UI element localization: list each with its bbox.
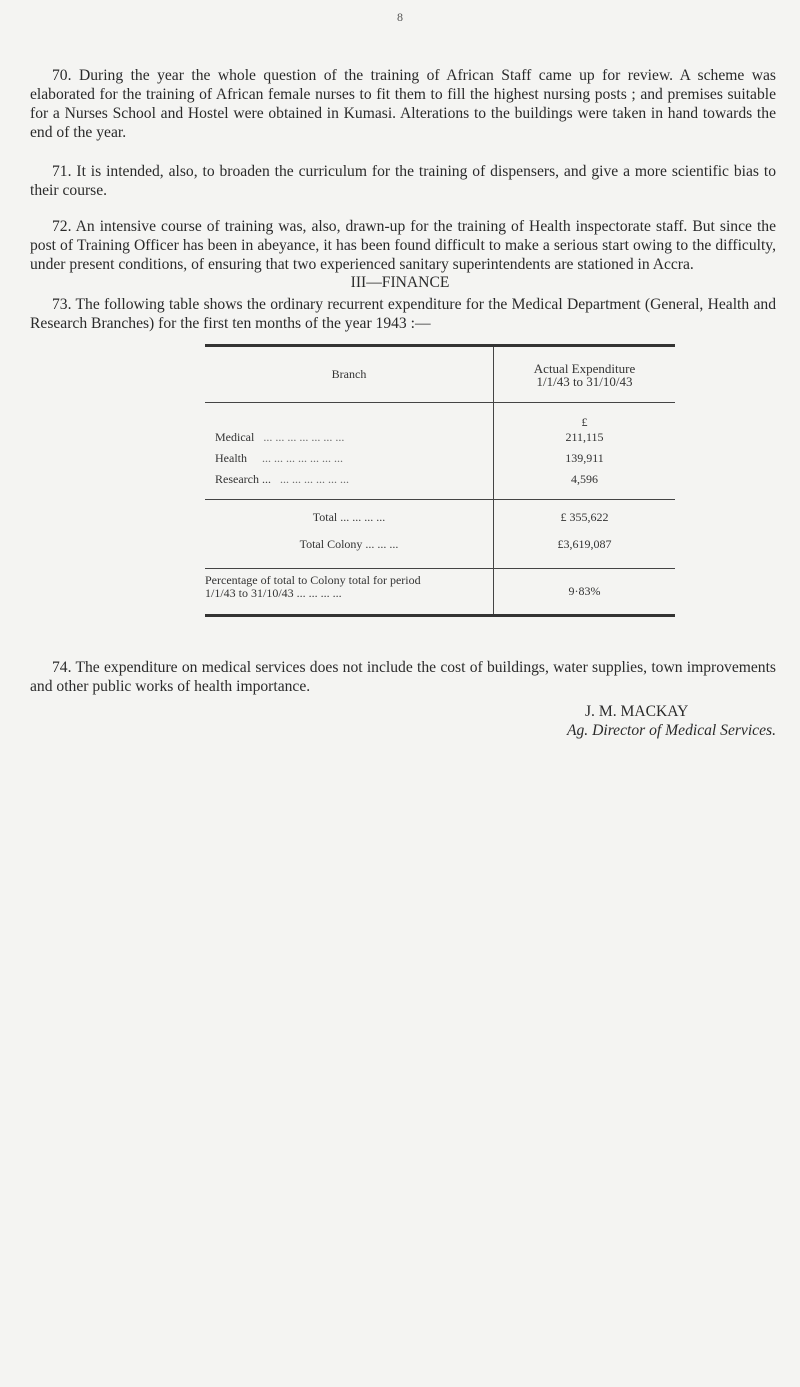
paragraph-71: 71. It is intended, also, to broaden the curriculum for the training of dispensers, and give a more scientific bias to their course. [30,163,776,199]
paragraph-70: 70. During the year the whole question of the training of African Staff came up for review. A scheme was elaborated for the training of African female nurses to fit them to fill the highest nursing posts ; and premises suitable for a Nurses School and Hostel were obtained in Kumasi. Alterations to the buildings were taken in hand towards the end of the year. [30,67,776,141]
total-amount: £ 355,622 [494,500,676,534]
signatory-name: J. M. MACKAY [584,703,689,720]
table-row [205,430,675,451]
leader-dots: ... ... ... ... ... ... ... [263,430,345,444]
header-expenditure-title: Actual Expenditure [533,360,636,376]
branch-name: Health [215,451,247,465]
signature-block [567,702,776,740]
page-number: 8 [397,10,403,24]
signatory-title: Ag. Director of Medical Services. [566,722,776,739]
total-row [205,500,675,534]
table-row [205,451,675,472]
percentage-label-line2: 1/1/43 to 31/10/43 ... ... ... ... [205,586,342,600]
header-expenditure [494,346,676,403]
percentage-value: 9·83% [494,569,676,616]
header-branch: Branch [205,346,494,403]
total-label: Total ... ... ... ... [205,500,494,534]
section-heading-finance: III—FINANCE [350,274,450,291]
branch-amount: 211,115 [565,430,604,444]
paragraph-74: 74. The expenditure on medical services does not include the cost of buildings, water supplies, town improvements and other public works of health importance. [30,659,776,695]
expenditure-table [205,344,675,617]
percentage-row [205,569,675,616]
paragraph-73: 73. The following table shows the ordinary recurrent expenditure for the Medical Department (General, Health and Research Branches) for the first ten months of the year 1943 :— [30,296,776,332]
leader-dots: ... ... ... ... ... ... ... [262,451,343,465]
percentage-label [205,569,494,616]
percentage-label-line1: Percentage of total to Colony total for period [205,573,421,587]
branch-name: Medical [215,430,255,444]
colony-total-row [205,533,675,569]
branch-amount: 4,596 [571,472,598,486]
leader-dots: ... ... ... ... ... ... [279,472,349,486]
colony-amount: £3,619,087 [557,537,612,551]
table-row [205,472,675,500]
header-expenditure-period: 1/1/43 to 31/10/43 [536,373,633,389]
paragraph-72: 72. An intensive course of training was, also, drawn-up for the training of Health inspectorate staff. But since the post of Training Officer has been in abeyance, it has been found difficult to make a serious start owing to the difficulty, under present conditions, of ensuring that two experienced sanitary superintendents are stationed in Accra. [30,218,776,273]
colony-label: Total Colony ... ... ... [205,533,494,569]
currency-symbol: £ [581,415,588,429]
table-header-row [205,346,675,403]
branch-name: Research ... [215,472,271,486]
currency-row [205,403,675,431]
branch-amount: 139,911 [565,451,604,465]
